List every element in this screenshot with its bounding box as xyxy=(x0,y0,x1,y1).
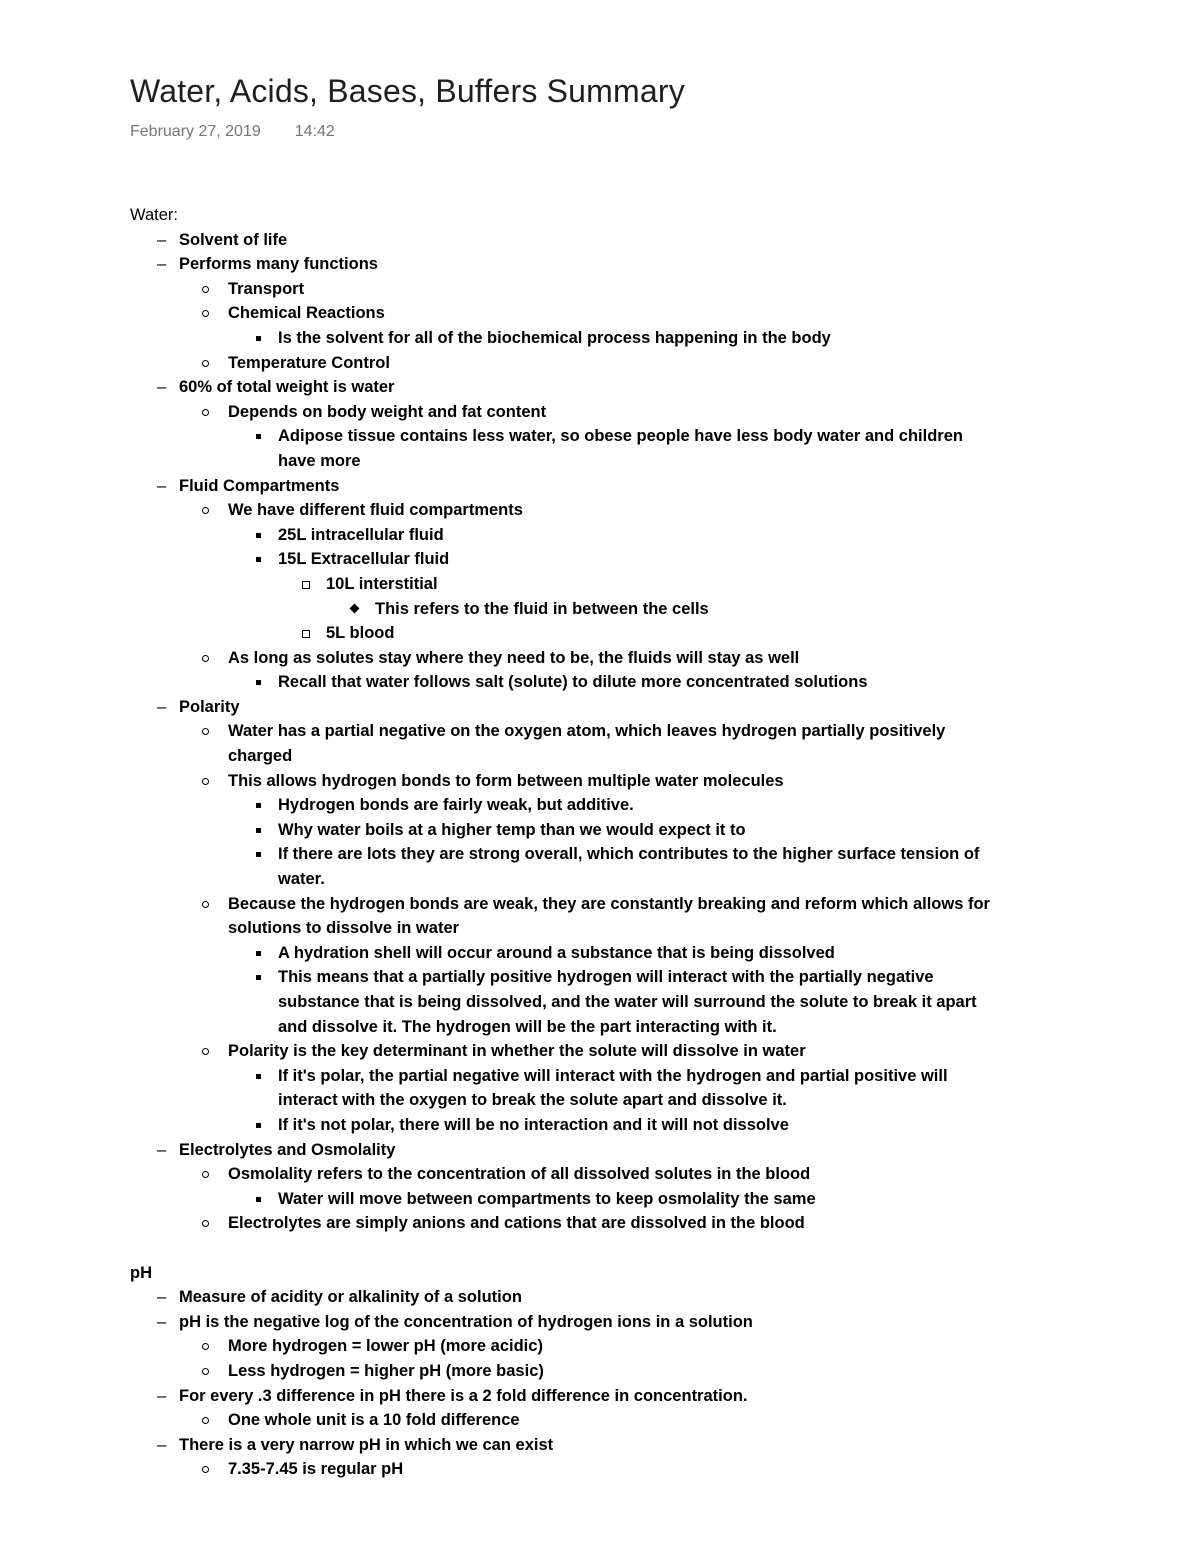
list-item xyxy=(130,572,1130,597)
dash-bullet-icon xyxy=(157,1285,166,1310)
list-item-text: Temperature Control xyxy=(228,353,390,372)
list-item-text: Polarity is the key determinant in whether the solute will dissolve in water xyxy=(228,1042,806,1061)
list-item-text: Depends on body weight and fat content xyxy=(228,402,547,421)
list-item xyxy=(130,1334,1130,1359)
list-item-text: Why water boils at a higher temp than we would expect it to xyxy=(278,820,746,839)
list-item-text: We have different fluid compartments xyxy=(228,501,523,520)
list-item xyxy=(130,326,1130,351)
list-item-text: Less hydrogen = higher pH (more basic) xyxy=(228,1361,544,1380)
list-item xyxy=(130,769,1130,794)
list-item xyxy=(130,793,1130,818)
note-body xyxy=(130,203,1130,1482)
list-item xyxy=(130,892,1130,941)
list-item-text: 7.35-7.45 is regular pH xyxy=(228,1460,404,1479)
list-item xyxy=(130,1457,1130,1482)
list-item-text: This means that a partially positive hydrogen will interact with the partially negative substance that is being dissolved, and the water will surround the solute to break it apart and dissolve it. The hydrogen will be the part interacting with it. xyxy=(278,968,977,1036)
page-timestamp xyxy=(130,123,335,141)
list-item-text: 15L Extracellular fluid xyxy=(278,550,450,569)
list-item xyxy=(130,1162,1130,1187)
list-item xyxy=(130,1433,1130,1458)
list-item xyxy=(130,424,1130,473)
list-item xyxy=(130,1310,1130,1335)
list-item xyxy=(130,1113,1130,1138)
list-item xyxy=(130,1384,1130,1409)
list-item-text: Is the solvent for all of the biochemical process happening in the body xyxy=(278,328,831,347)
list-item-text: If it's not polar, there will be no interaction and it will not dissolve xyxy=(278,1115,789,1134)
list-item-text: As long as solutes stay where they need to be, the fluids will stay as well xyxy=(228,648,800,667)
list-item-text: 25L intracellular fluid xyxy=(278,525,444,544)
list-item xyxy=(130,400,1130,425)
list-item xyxy=(130,375,1130,400)
list-item xyxy=(130,719,1130,768)
list-item xyxy=(130,941,1130,966)
dash-bullet-icon xyxy=(157,228,166,253)
page-date: February 27, 2019 xyxy=(130,123,261,140)
list-item-text: A hydration shell will occur around a substance that is being dissolved xyxy=(278,943,835,962)
dash-bullet-icon xyxy=(157,474,166,499)
dash-bullet-icon xyxy=(157,252,166,277)
list-item-text: 60% of total weight is water xyxy=(179,378,395,397)
list-item xyxy=(130,252,1130,277)
section-heading-water: Water: xyxy=(130,206,178,224)
list-item xyxy=(130,547,1130,572)
list-item xyxy=(130,621,1130,646)
list-item xyxy=(130,1285,1130,1310)
dash-bullet-icon xyxy=(157,375,166,400)
dash-bullet-icon xyxy=(157,1310,166,1335)
list-item xyxy=(130,498,1130,523)
list-item-text: This refers to the fluid in between the cells xyxy=(375,599,709,618)
list-item-text: Hydrogen bonds are fairly weak, but additive. xyxy=(278,796,634,815)
list-item-text: One whole unit is a 10 fold difference xyxy=(228,1411,520,1430)
dash-bullet-icon xyxy=(157,695,166,720)
list-item-text: Water has a partial negative on the oxygen atom, which leaves hydrogen partially positively charged xyxy=(228,722,946,766)
list-item-text: Chemical Reactions xyxy=(228,304,385,323)
list-item xyxy=(130,646,1130,671)
list-item xyxy=(130,1211,1130,1236)
section-heading-ph: pH xyxy=(130,1263,152,1282)
list-item xyxy=(130,597,1130,622)
list-item-text: More hydrogen = lower pH (more acidic) xyxy=(228,1337,543,1356)
list-item xyxy=(130,1064,1130,1113)
list-item xyxy=(130,965,1130,1039)
list-item-text: Adipose tissue contains less water, so obese people have less body water and children have more xyxy=(278,427,963,470)
list-item xyxy=(130,695,1130,720)
list-item xyxy=(130,1138,1130,1163)
list-item-text: Recall that water follows salt (solute) to dilute more concentrated solutions xyxy=(278,673,868,692)
list-item-text: Polarity xyxy=(179,697,240,716)
list-item xyxy=(130,523,1130,548)
list-item-text: This allows hydrogen bonds to form between multiple water molecules xyxy=(228,771,784,790)
list-item-text: Solvent of life xyxy=(179,230,288,249)
list-item-text: Performs many functions xyxy=(179,255,378,274)
list-item-text: pH is the negative log of the concentration of hydrogen ions in a solution xyxy=(179,1312,753,1331)
list-item xyxy=(130,351,1130,376)
page-title: Water, Acids, Bases, Buffers Summary xyxy=(130,73,685,109)
list-item-text: Fluid Compartments xyxy=(179,476,340,495)
list-item-text: If there are lots they are strong overall, which contributes to the higher surface tension of water. xyxy=(278,845,980,889)
page-time: 14:42 xyxy=(294,123,335,140)
list-item-text: Measure of acidity or alkalinity of a solution xyxy=(179,1288,522,1307)
list-item-text: Electrolytes are simply anions and cations that are dissolved in the blood xyxy=(228,1214,805,1233)
list-item-text: Electrolytes and Osmolality xyxy=(179,1140,396,1159)
list-item xyxy=(130,277,1130,302)
list-item xyxy=(130,1408,1130,1433)
list-item-text: If it's polar, the partial negative will interact with the hydrogen and partial positive will interact with the oxygen to break the solute apart and dissolve it. xyxy=(278,1066,948,1110)
list-item xyxy=(130,842,1130,891)
list-item-text: Because the hydrogen bonds are weak, they are constantly breaking and reform which allows for solutions to dissolve in water xyxy=(228,894,990,938)
list-item xyxy=(130,228,1130,253)
list-item xyxy=(130,1039,1130,1064)
dash-bullet-icon xyxy=(157,1433,166,1458)
dash-bullet-icon xyxy=(157,1384,166,1409)
list-item-text: Transport xyxy=(228,279,305,298)
list-item xyxy=(130,1359,1130,1384)
list-item-text: There is a very narrow pH in which we can exist xyxy=(179,1435,554,1454)
list-item-text: Osmolality refers to the concentration of all dissolved solutes in the blood xyxy=(228,1165,811,1184)
list-item-text: For every .3 difference in pH there is a 2 fold difference in concentration. xyxy=(179,1386,748,1405)
list-item xyxy=(130,474,1130,499)
dash-bullet-icon xyxy=(157,1138,166,1163)
list-item xyxy=(130,670,1130,695)
list-item xyxy=(130,1187,1130,1212)
list-item-text: Water will move between compartments to keep osmolality the same xyxy=(278,1189,816,1208)
list-item xyxy=(130,818,1130,843)
list-item xyxy=(130,301,1130,326)
list-item-text: 10L interstitial xyxy=(326,574,438,593)
list-item-text: 5L blood xyxy=(326,624,395,643)
